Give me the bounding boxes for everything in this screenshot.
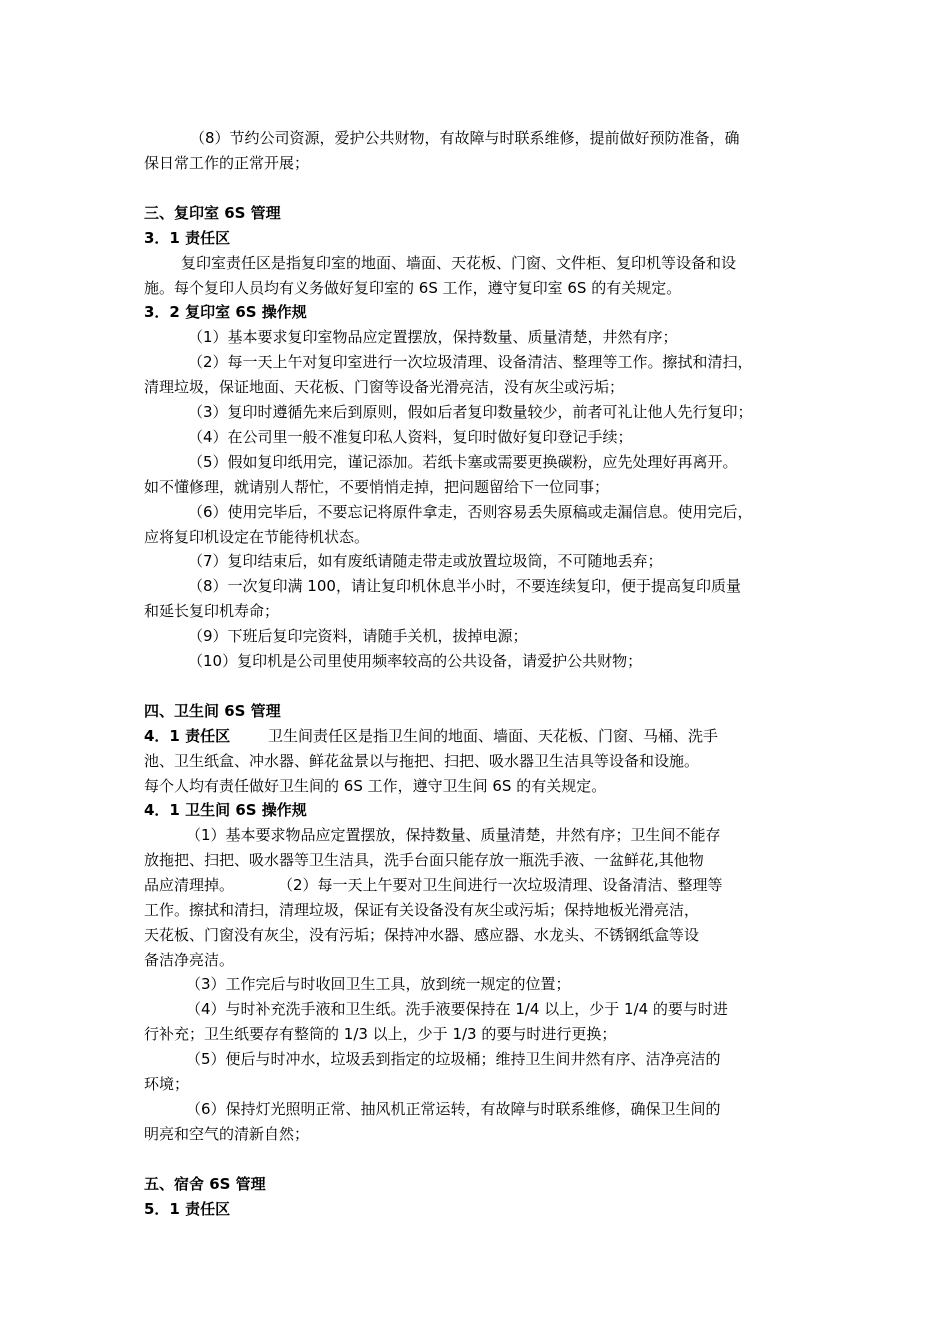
paragraph-line: （6）保持灯光照明正常、抽风机正常运转，有故障与时联系维修，确保卫生间的 — [186, 1100, 721, 1118]
paragraph-line: （2）每一天上午要对卫生间进行一次垃圾清理、设备清洁、整理等 — [278, 876, 723, 894]
paragraph-line: 明亮和空气的清新自然； — [144, 1125, 310, 1143]
paragraph-line: 清理垃圾，保证地面、天花板、门窗等设备光滑亮洁，没有灰尘或污垢； — [144, 378, 625, 396]
paragraph-line: 行补充；卫生纸要存有整筒的 1/3 以上，少于 1/3 的要与时进行更换； — [144, 1025, 617, 1043]
paragraph-line: 品应清理掉。 — [144, 876, 235, 894]
paragraph-line: 复印室责任区是指复印室的地面、墙面、天花板、门窗、文件柜、复印机等设备和设 — [181, 254, 737, 272]
section-heading: 四、卫生间 6S 管理 — [144, 702, 281, 720]
paragraph-line: （4）与时补充洗手液和卫生纸。洗手液要保持在 1/4 以上，少于 1/4 的要与时进 — [186, 1000, 728, 1018]
paragraph-line: （5）假如复印纸用完，谨记添加。若纸卡塞或需要更换碳粉，应先处理好再离开。 — [188, 453, 738, 471]
paragraph-line: 池、卫生纸盒、冲水器、鲜花盆景以与拖把、扫把、吸水器卫生洁具等设备和设施。 — [144, 752, 700, 770]
paragraph-line: （3）复印时遵循先来后到原则，假如后者复印数量较少，前者可礼让他人先行复印； — [188, 403, 753, 421]
paragraph-line: （4）在公司里一般不准复印私人资料，复印时做好复印登记手续； — [188, 428, 633, 446]
paragraph-line: 放拖把、扫把、吸水器等卫生洁具，洗手台面只能存放一瓶洗手液、一盆鲜花,其他物 — [144, 851, 704, 869]
paragraph-line: （3）工作完后与时收回卫生工具，放到统一规定的位置； — [186, 975, 571, 993]
paragraph-line: （2）每一天上午对复印室进行一次垃圾清理、设备清洁、整理等工作。擦拭和清扫， — [188, 353, 753, 371]
paragraph-line: （7）复印结束后，如有废纸请随走带走或放置垃圾筒，不可随地丢弃； — [188, 552, 663, 570]
paragraph-line: 施。每个复印人员均有义务做好复印室的 6S 工作，遵守复印室 6S 的有关规定。 — [144, 279, 682, 297]
subsection-heading: 3．2 复印室 6S 操作规 — [144, 303, 307, 321]
subsection-heading: 3．1 责任区 — [144, 229, 231, 247]
paragraph-line: 如不懂修理，就请别人帮忙，不要悄悄走掉，把问题留给下一位同事； — [144, 478, 610, 496]
paragraph-line: （1）基本要求物品应定置摆放，保持数量、质量清楚，井然有序；卫生间不能存 — [186, 826, 721, 844]
paragraph-line: 卫生间责任区是指卫生间的地面、墙面、天花板、门窗、马桶、洗手 — [268, 727, 719, 745]
paragraph-line: 每个人均有责任做好卫生间的 6S 工作，遵守卫生间 6S 的有关规定。 — [144, 777, 607, 795]
subsection-heading: 4．1 卫生间 6S 操作规 — [144, 801, 307, 819]
paragraph-line: （9）下班后复印完资料，请随手关机，拔掉电源； — [188, 627, 528, 645]
paragraph-line: （1）基本要求复印室物品应定置摆放，保持数量、质量清楚，井然有序； — [188, 328, 678, 346]
paragraph-line: （8）一次复印满 100，请让复印机休息半小时，不要连续复印，便于提高复印质量 — [188, 577, 741, 595]
paragraph-line: 应将复印机设定在节能待机状态。 — [144, 528, 370, 546]
subsection-heading: 5．1 责任区 — [144, 1200, 231, 1218]
paragraph-line: （5）便后与时冲水，垃圾丢到指定的垃圾桶；维持卫生间井然有序、洁净亮洁的 — [186, 1050, 721, 1068]
paragraph-line: 天花板、门窗没有灰尘，没有污垢；保持冲水器、感应器、水龙头、不锈钢纸盒等设 — [144, 926, 700, 944]
paragraph-line: 备洁净亮洁。 — [144, 951, 235, 969]
paragraph-line: （6）使用完毕后，不要忘记将原件拿走，否则容易丢失原稿或走漏信息。使用完后， — [188, 503, 753, 521]
paragraph-line: 和延长复印机寿命； — [144, 602, 280, 620]
paragraph-line: 保日常工作的正常开展； — [144, 154, 310, 172]
section-heading: 五、宿舍 6S 管理 — [144, 1175, 266, 1193]
section-heading: 三、复印室 6S 管理 — [144, 204, 281, 222]
paragraph-line: 工作。擦拭和清扫，清理垃圾，保证有关设备没有灰尘或污垢；保持地板光滑亮洁， — [144, 901, 700, 919]
paragraph-line: 环境； — [144, 1075, 190, 1093]
paragraph-line: （10）复印机是公司里使用频率较高的公共设备，请爱护公共财物； — [188, 652, 643, 670]
subsection-heading: 4．1 责任区 — [144, 727, 231, 745]
paragraph-line: （8）节约公司资源，爱护公共财物，有故障与时联系维修，提前做好预防准备，确 — [190, 129, 740, 147]
